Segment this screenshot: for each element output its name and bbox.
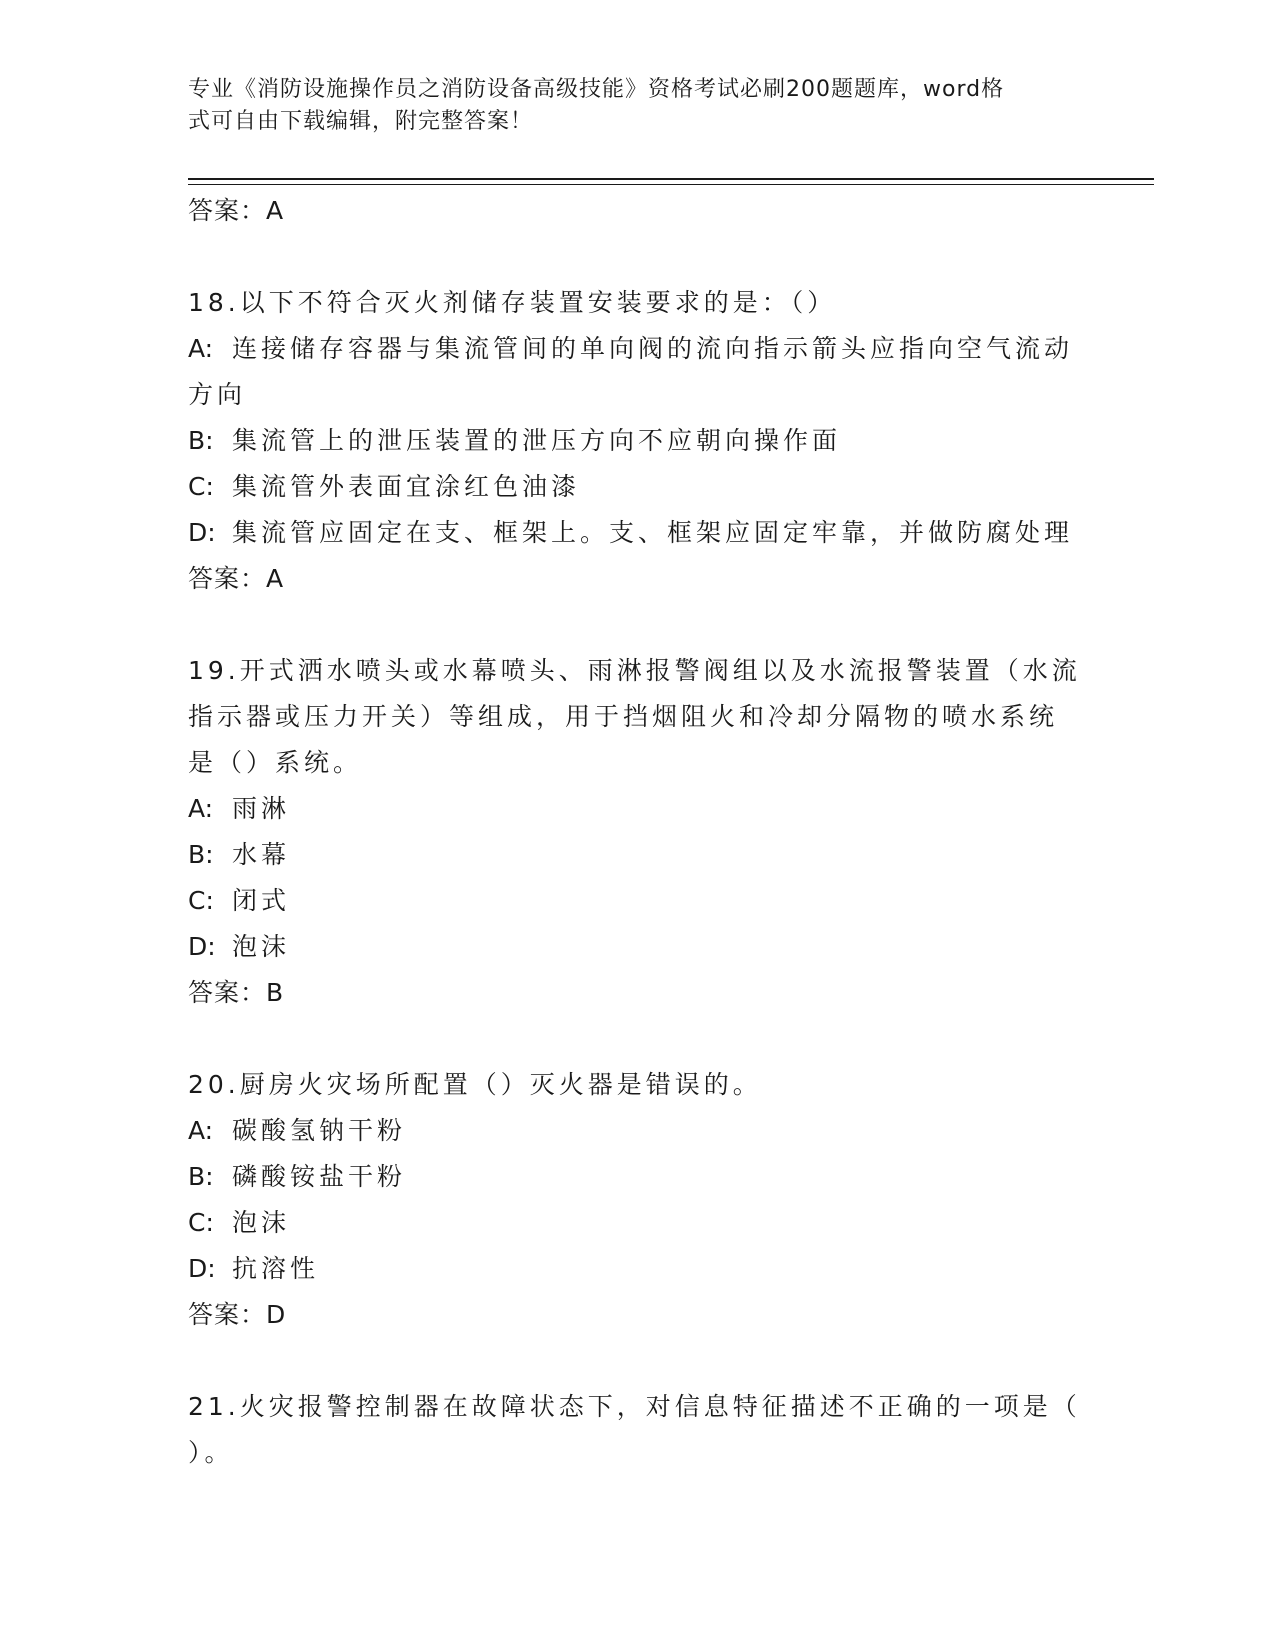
spacer [188, 602, 1088, 648]
question-text: 21.火灾报警控制器在故障状态下，对信息特征描述不正确的一项是（ [188, 1392, 1081, 1421]
option-b [188, 1154, 1088, 1200]
option-c [188, 1200, 1088, 1246]
answer: 答案：A [188, 564, 285, 593]
option-c [188, 878, 1088, 924]
option-text: 碳酸氢钠干粉 [232, 1116, 407, 1145]
question-18 [188, 280, 1088, 602]
question-text-continued: ）。 [188, 1438, 234, 1467]
option-label: A: [188, 794, 214, 823]
option-text: 抗溶性 [232, 1254, 320, 1283]
option-label: C: [188, 472, 214, 501]
option-label: A: [188, 1116, 214, 1145]
option-label: D: [188, 518, 216, 547]
option-text: 泡沫 [232, 932, 291, 961]
option-c [188, 464, 1088, 510]
document-header [188, 74, 1068, 138]
option-label: B: [188, 426, 214, 455]
question-21 [188, 1384, 1088, 1476]
option-label: B: [188, 840, 214, 869]
header-rule-thick [188, 178, 1154, 180]
option-d [188, 510, 1088, 556]
spacer [188, 1016, 1088, 1062]
previous-answer: 答案：A [188, 196, 285, 225]
answer: 答案：B [188, 978, 285, 1007]
option-text: 雨淋 [232, 794, 291, 823]
option-label: D: [188, 932, 216, 961]
option-text: 闭式 [232, 886, 291, 915]
option-label: C: [188, 886, 214, 915]
header-title-line-2: 式可自由下载编辑，附完整答案！ [188, 109, 534, 134]
question-text-continued: 指示器或压力开关）等组成，用于挡烟阻火和冷却分隔物的喷水系统 [188, 702, 1059, 731]
option-label: D: [188, 1254, 216, 1283]
option-text: 连接储存容器与集流管间的单向阀的流向指示箭头应指向空气流动 [232, 334, 1074, 363]
spacer [188, 234, 1088, 280]
option-a [188, 326, 1088, 372]
option-text: 水幕 [232, 840, 291, 869]
answer: 答案：D [188, 1300, 287, 1329]
option-text: 磷酸铵盐干粉 [232, 1162, 407, 1191]
question-text-continued: 是（）系统。 [188, 748, 363, 777]
question-20 [188, 1062, 1088, 1338]
option-label: A: [188, 334, 214, 363]
option-label: C: [188, 1208, 214, 1237]
question-text: 19.开式洒水喷头或水幕喷头、雨淋报警阀组以及水流报警装置（水流 [188, 656, 1081, 685]
spacer [188, 1338, 1088, 1384]
header-rule-thin [188, 184, 1154, 185]
option-b [188, 832, 1088, 878]
option-d [188, 924, 1088, 970]
option-text: 集流管应固定在支、框架上。支、框架应固定牢靠，并做防腐处理 [232, 518, 1074, 547]
option-text: 集流管外表面宜涂红色油漆 [232, 472, 581, 501]
option-text: 泡沫 [232, 1208, 291, 1237]
option-a-continued: 方向 [188, 380, 247, 409]
question-19 [188, 648, 1088, 1016]
option-d [188, 1246, 1088, 1292]
option-b [188, 418, 1088, 464]
question-list [188, 188, 1088, 1476]
question-text: 20.厨房火灾场所配置（）灭火器是错误的。 [188, 1070, 762, 1099]
option-label: B: [188, 1162, 214, 1191]
option-a [188, 1108, 1088, 1154]
option-a [188, 786, 1088, 832]
header-title-line-1: 专业《消防设施操作员之消防设备高级技能》资格考试必刷200题题库，word格 [188, 77, 1005, 102]
question-text: 18.以下不符合灭火剂储存装置安装要求的是：（） [188, 288, 837, 317]
option-text: 集流管上的泄压装置的泄压方向不应朝向操作面 [232, 426, 842, 455]
